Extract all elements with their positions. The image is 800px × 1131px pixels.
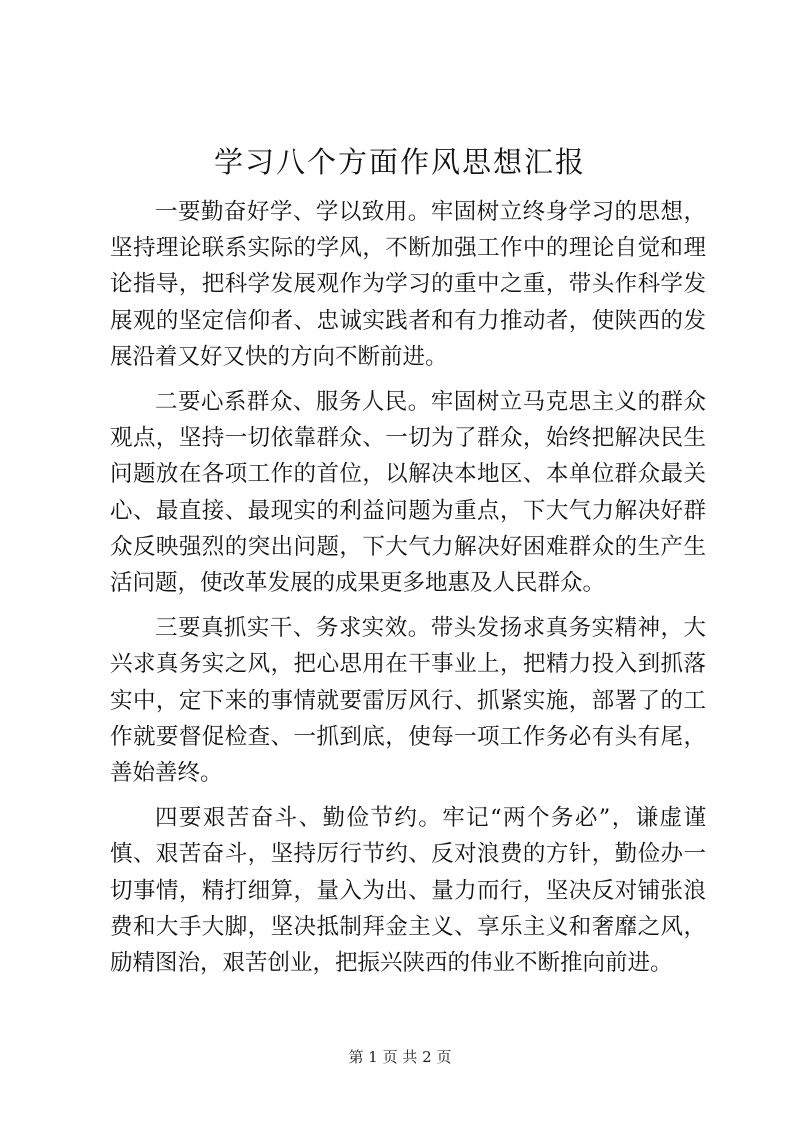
page-footer: 第 1 页 共 2 页 — [348, 1048, 452, 1066]
document-body — [110, 194, 706, 990]
paragraph-1: 一要勤奋好学、学以致用。牢固树立终身学习的思想，坚持理论联系实际的学风，不断加强工作中的理论自觉和理论指导，把科学发展观作为学习的重中之重，带头作科学发展观的坚定信仰者、忠诚实践者和有力推动者，使陕西的发展沿着又好又快的方向不断前进。 — [110, 199, 706, 370]
document-title: 学习八个方面作风思想汇报 — [213, 145, 586, 179]
paragraph-3: 三要真抓实干、务求实效。带头发扬求真务实精神，大兴求真务实之风，把心思用在干事业上，把精力投入到抓落实中，定下来的事情就要雷厉风行、抓紧实施，部署了的工作就要督促检查、一抓到底，使每一项工作务必有头有尾，善始善终。 — [110, 615, 706, 787]
paragraph-2: 二要心系群众、服务人民。牢固树立马克思主义的群众观点，坚持一切依靠群众、一切为了群众，始终把解决民生问题放在各项工作的首位，以解决本地区、本单位群众最关心、最直接、最现实的利益问题为重点，下大气力解决好群众反映强烈的突出问题，下大气力解决好困难群众的生产生活问题，使改革发展的成果更多地惠及人民群众。 — [110, 389, 706, 597]
paragraph-4: 四要艰苦奋斗、勤俭节约。牢记“两个务必”，谦虚谨慎、艰苦奋斗，坚持厉行节约、反对浪费的方针，勤俭办一切事情，精打细算，量入为出、量力而行，坚决反对铺张浪费和大手大脚，坚决抵制拜金主义、享乐主义和奢靡之风，励精图治，艰苦创业，把振兴陕西的伟业不断推向前进。 — [110, 805, 706, 977]
